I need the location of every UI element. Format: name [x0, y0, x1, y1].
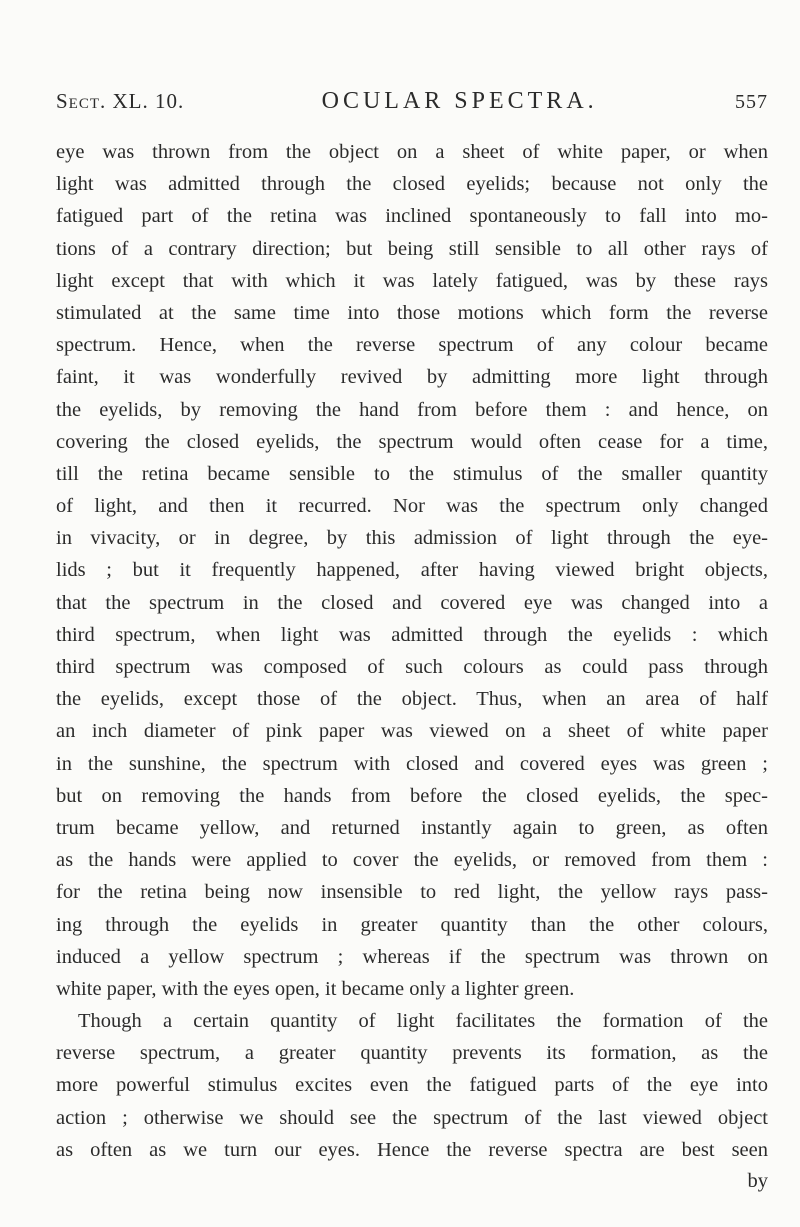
text-line: ing through the eyelids in greater quantity than the other colours,	[56, 913, 768, 936]
text-line: for the retina being now insensible to red light, the yellow rays pass-	[56, 881, 768, 904]
text-line: but on removing the hands from before the closed eyelids, the spec-	[56, 784, 768, 807]
text-line: light except that with which it was lately fatigued, was by these rays	[56, 269, 768, 292]
text-line: fatigued part of the retina was inclined spontaneously to fall into mo-	[56, 205, 768, 228]
text-line: in the sunshine, the spectrum with closed and covered eyes was green ;	[56, 752, 768, 775]
text-line: third spectrum, when light was admitted through the eyelids : which	[56, 623, 768, 646]
text-line: of light, and then it recurred. Nor was the spectrum only changed	[56, 495, 768, 518]
page-number: 557	[735, 91, 768, 113]
section-reference: Sect. XL. 10.	[56, 89, 185, 113]
text-line: third spectrum was composed of such colours as could pass through	[56, 656, 768, 678]
text-line: tions of a contrary direction; but being still sensible to all other rays of	[56, 237, 768, 260]
text-line: more powerful stimulus excites even the fatigued parts of the eye into	[56, 1074, 768, 1097]
text-line: the eyelids, by removing the hand from before them : and hence, on	[56, 398, 768, 421]
text-line: as often as we turn our eyes. Hence the reverse spectra are best seen	[56, 1138, 768, 1161]
text-line: action ; otherwise we should see the spectrum of the last viewed object	[56, 1106, 768, 1129]
text-line: in vivacity, or in degree, by this admission of light through the eye-	[56, 527, 768, 550]
text-line: lids ; but it frequently happened, after having viewed bright objects,	[56, 559, 768, 582]
text-line: stimulated at the same time into those motions which form the reverse	[56, 301, 768, 324]
running-head	[56, 88, 768, 128]
text-line: the eyelids, except those of the object. Thus, when an area of half	[56, 688, 768, 711]
text-line: covering the closed eyelids, the spectrum would often cease for a time,	[56, 430, 768, 453]
text-line: spectrum. Hence, when the reverse spectrum of any colour became	[56, 334, 768, 357]
text-line: as the hands were applied to cover the eyelids, or removed from them :	[56, 849, 768, 872]
text-line: reverse spectrum, a greater quantity prevents its formation, as the	[56, 1042, 768, 1065]
text-line: white paper, with the eyes open, it became only a lighter green.	[56, 977, 575, 1000]
paragraph-start-line: Though a certain quantity of light facilitates the formation of the	[78, 1010, 768, 1033]
text-line: that the spectrum in the closed and covered eye was changed into a	[56, 591, 768, 614]
text-line: light was admitted through the closed eyelids; because not only the	[56, 173, 768, 196]
running-title: OCULAR SPECTRA.	[321, 88, 598, 114]
text-line: till the retina became sensible to the stimulus of the smaller quantity	[56, 462, 768, 485]
text-line: eye was thrown from the object on a sheet of white paper, or when	[56, 141, 768, 163]
body-text	[56, 136, 768, 1196]
text-line: induced a yellow spectrum ; whereas if the spectrum was thrown on	[56, 945, 768, 968]
book-page	[56, 88, 768, 1196]
catchword: by	[747, 1170, 768, 1192]
text-line: trum became yellow, and returned instantly again to green, as often	[56, 816, 768, 839]
text-line: an inch diameter of pink paper was viewed on a sheet of white paper	[56, 720, 768, 743]
text-line: faint, it was wonderfully revived by admitting more light through	[56, 366, 768, 389]
